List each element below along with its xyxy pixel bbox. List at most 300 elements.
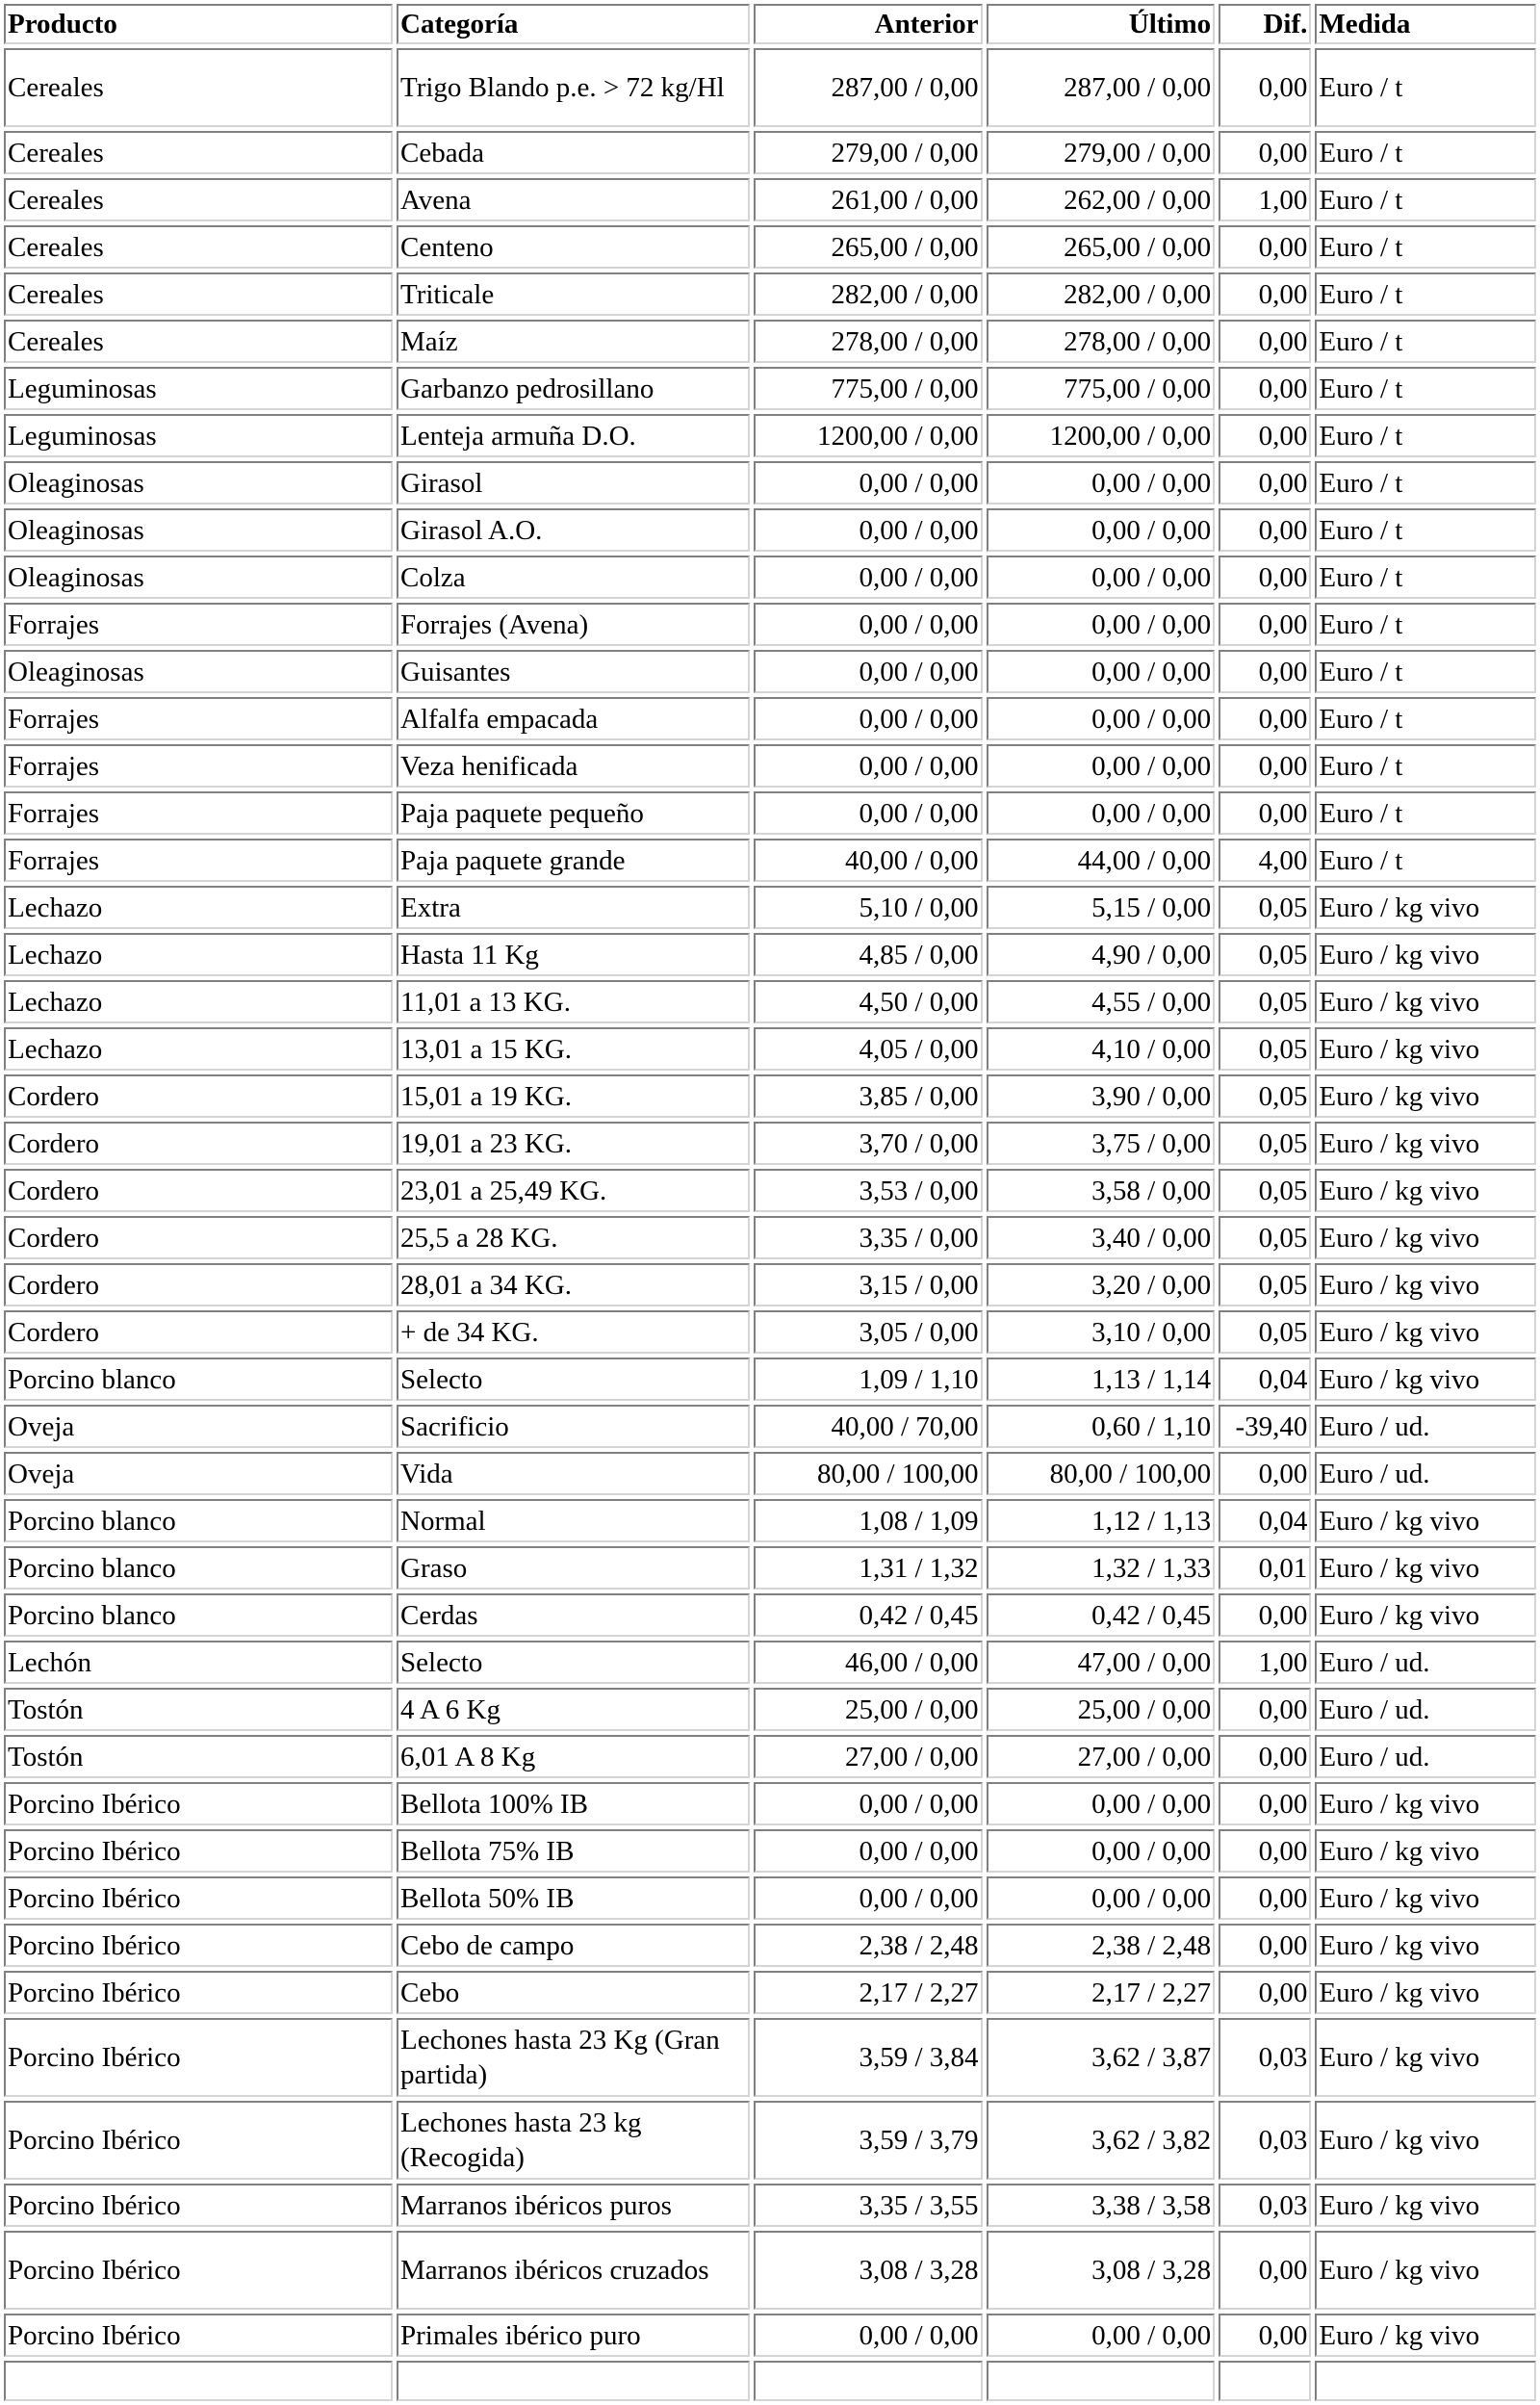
table-row	[4, 461, 1536, 504]
cell-dif: 0,00	[1219, 2314, 1311, 2357]
cell-producto: Porcino Ibérico	[4, 1876, 393, 1920]
cell-categoria: Centeno	[397, 225, 750, 269]
cell-medida: Euro / kg vivo	[1315, 2018, 1536, 2097]
cell-producto: Lechazo	[4, 980, 393, 1023]
table-row	[4, 1829, 1536, 1873]
cell-producto: Porcino Ibérico	[4, 2231, 393, 2310]
table-row	[4, 697, 1536, 740]
cell-ultimo: 44,00 / 0,00	[987, 839, 1216, 882]
cell-medida: Euro / t	[1315, 272, 1536, 316]
cell-producto: Porcino blanco	[4, 1593, 393, 1637]
table-row	[4, 744, 1536, 788]
cell-producto: Porcino blanco	[4, 1358, 393, 1401]
table-header	[4, 4, 1536, 44]
cell-anterior: 0,00 / 0,00	[754, 2314, 983, 2357]
cell-categoria: 25,5 a 28 KG.	[397, 1216, 750, 1259]
cell-ultimo: 0,00 / 0,00	[987, 603, 1216, 646]
cell-dif: 0,05	[1219, 1169, 1311, 1212]
cell-categoria: Triticale	[397, 272, 750, 316]
cell-anterior	[754, 2361, 983, 2401]
cell-dif: 0,03	[1219, 2101, 1311, 2180]
cell-anterior: 0,00 / 0,00	[754, 1829, 983, 1873]
cell-producto: Porcino Ibérico	[4, 2101, 393, 2180]
cell-categoria: Vida	[397, 1452, 750, 1495]
cell-categoria: Maíz	[397, 320, 750, 363]
cell-medida: Euro / kg vivo	[1315, 1829, 1536, 1873]
table-row	[4, 1735, 1536, 1778]
cell-producto: Oleaginosas	[4, 650, 393, 693]
table-row	[4, 2018, 1536, 2097]
cell-dif: 0,05	[1219, 1216, 1311, 1259]
cell-anterior: 1,08 / 1,09	[754, 1499, 983, 1542]
table-row	[4, 1074, 1536, 1118]
cell-ultimo: 0,00 / 0,00	[987, 556, 1216, 599]
cell-ultimo: 5,15 / 0,00	[987, 886, 1216, 929]
table-row	[4, 1876, 1536, 1920]
cell-categoria: 13,01 a 15 KG.	[397, 1027, 750, 1071]
cell-anterior: 0,00 / 0,00	[754, 1876, 983, 1920]
header-row	[4, 4, 1536, 44]
cell-anterior: 3,05 / 0,00	[754, 1310, 983, 1354]
cell-dif: 0,00	[1219, 650, 1311, 693]
cell-medida: Euro / kg vivo	[1315, 886, 1536, 929]
cell-dif: 0,05	[1219, 980, 1311, 1023]
cell-dif	[1219, 2361, 1311, 2401]
table-row	[4, 933, 1536, 976]
cell-medida: Euro / kg vivo	[1315, 1310, 1536, 1354]
cell-dif: 0,01	[1219, 1546, 1311, 1590]
cell-anterior: 0,00 / 0,00	[754, 650, 983, 693]
cell-medida: Euro / t	[1315, 131, 1536, 174]
cell-anterior: 3,08 / 3,28	[754, 2231, 983, 2310]
cell-categoria: Colza	[397, 556, 750, 599]
cell-anterior: 775,00 / 0,00	[754, 367, 983, 410]
cell-ultimo: 47,00 / 0,00	[987, 1641, 1216, 1684]
cell-ultimo: 278,00 / 0,00	[987, 320, 1216, 363]
cell-medida: Euro / t	[1315, 744, 1536, 788]
cell-producto: Cordero	[4, 1310, 393, 1354]
cell-medida: Euro / kg vivo	[1315, 2231, 1536, 2310]
table-row	[4, 48, 1536, 127]
cell-medida: Euro / kg vivo	[1315, 933, 1536, 976]
cell-categoria: Marranos ibéricos puros	[397, 2184, 750, 2227]
cell-categoria: Lenteja armuña D.O.	[397, 414, 750, 457]
header-ultimo: Último	[987, 4, 1216, 44]
cell-medida: Euro / t	[1315, 48, 1536, 127]
cell-categoria: Garbanzo pedrosillano	[397, 367, 750, 410]
table-row	[4, 2361, 1536, 2401]
header-anterior: Anterior	[754, 4, 983, 44]
cell-producto: Tostón	[4, 1688, 393, 1731]
cell-categoria: 15,01 a 19 KG.	[397, 1074, 750, 1118]
table-row	[4, 131, 1536, 174]
cell-categoria: Paja paquete grande	[397, 839, 750, 882]
cell-anterior: 25,00 / 0,00	[754, 1688, 983, 1731]
cell-categoria: 23,01 a 25,49 KG.	[397, 1169, 750, 1212]
cell-anterior: 287,00 / 0,00	[754, 48, 983, 127]
cell-ultimo: 3,38 / 3,58	[987, 2184, 1216, 2227]
cell-medida: Euro / ud.	[1315, 1735, 1536, 1778]
cell-categoria: 19,01 a 23 KG.	[397, 1122, 750, 1165]
cell-categoria: Extra	[397, 886, 750, 929]
cell-dif: 0,00	[1219, 1735, 1311, 1778]
cell-medida: Euro / ud.	[1315, 1688, 1536, 1731]
cell-producto: Cordero	[4, 1216, 393, 1259]
cell-producto: Cereales	[4, 272, 393, 316]
cell-anterior: 3,53 / 0,00	[754, 1169, 983, 1212]
cell-ultimo: 4,90 / 0,00	[987, 933, 1216, 976]
cell-categoria: Bellota 50% IB	[397, 1876, 750, 1920]
cell-dif: 0,05	[1219, 1310, 1311, 1354]
cell-ultimo: 3,10 / 0,00	[987, 1310, 1216, 1354]
cell-ultimo	[987, 2361, 1216, 2401]
cell-medida: Euro / kg vivo	[1315, 2184, 1536, 2227]
cell-medida: Euro / kg vivo	[1315, 1924, 1536, 1967]
cell-categoria: Veza henificada	[397, 744, 750, 788]
cell-producto: Cordero	[4, 1169, 393, 1212]
cell-anterior: 3,59 / 3,84	[754, 2018, 983, 2097]
cell-anterior: 1,31 / 1,32	[754, 1546, 983, 1590]
cell-medida: Euro / t	[1315, 461, 1536, 504]
cell-producto: Cereales	[4, 48, 393, 127]
header-dif: Dif.	[1219, 4, 1311, 44]
cell-producto: Cereales	[4, 320, 393, 363]
cell-ultimo: 0,00 / 0,00	[987, 508, 1216, 552]
cell-medida: Euro / kg vivo	[1315, 1358, 1536, 1401]
cell-medida: Euro / t	[1315, 367, 1536, 410]
cell-producto: Cereales	[4, 225, 393, 269]
cell-medida: Euro / t	[1315, 178, 1536, 221]
cell-dif: 0,00	[1219, 744, 1311, 788]
header-medida: Medida	[1315, 4, 1536, 44]
cell-producto: Porcino Ibérico	[4, 2018, 393, 2097]
cell-medida: Euro / ud.	[1315, 1452, 1536, 1495]
cell-categoria: Cebo	[397, 1971, 750, 2014]
cell-producto: Lechón	[4, 1641, 393, 1684]
cell-ultimo: 262,00 / 0,00	[987, 178, 1216, 221]
cell-anterior: 0,00 / 0,00	[754, 556, 983, 599]
cell-anterior: 2,38 / 2,48	[754, 1924, 983, 1967]
cell-producto: Cordero	[4, 1074, 393, 1118]
table-row	[4, 225, 1536, 269]
cell-dif: 0,00	[1219, 131, 1311, 174]
cell-producto: Lechazo	[4, 1027, 393, 1071]
table-row	[4, 1499, 1536, 1542]
cell-categoria: Guisantes	[397, 650, 750, 693]
table-row	[4, 556, 1536, 599]
cell-categoria: Hasta 11 Kg	[397, 933, 750, 976]
cell-dif: 0,00	[1219, 1876, 1311, 1920]
cell-producto	[4, 2361, 393, 2401]
cell-anterior: 0,00 / 0,00	[754, 744, 983, 788]
cell-anterior: 40,00 / 70,00	[754, 1405, 983, 1448]
cell-dif: 0,00	[1219, 48, 1311, 127]
cell-producto: Oleaginosas	[4, 556, 393, 599]
cell-medida: Euro / t	[1315, 508, 1536, 552]
cell-categoria: Graso	[397, 1546, 750, 1590]
cell-dif: 0,00	[1219, 1829, 1311, 1873]
cell-medida: Euro / ud.	[1315, 1405, 1536, 1448]
cell-ultimo: 3,40 / 0,00	[987, 1216, 1216, 1259]
cell-ultimo: 0,00 / 0,00	[987, 461, 1216, 504]
cell-dif: 0,00	[1219, 603, 1311, 646]
cell-medida	[1315, 2361, 1536, 2401]
cell-producto: Forrajes	[4, 744, 393, 788]
cell-ultimo: 3,20 / 0,00	[987, 1263, 1216, 1306]
table-row	[4, 1216, 1536, 1259]
cell-dif: 0,03	[1219, 2184, 1311, 2227]
cell-producto: Oleaginosas	[4, 461, 393, 504]
cell-producto: Cordero	[4, 1263, 393, 1306]
cell-medida: Euro / t	[1315, 697, 1536, 740]
table-row	[4, 508, 1536, 552]
cell-categoria: 11,01 a 13 KG.	[397, 980, 750, 1023]
cell-dif: 0,00	[1219, 791, 1311, 835]
table-row	[4, 791, 1536, 835]
cell-anterior: 261,00 / 0,00	[754, 178, 983, 221]
cell-ultimo: 287,00 / 0,00	[987, 48, 1216, 127]
cell-anterior: 80,00 / 100,00	[754, 1452, 983, 1495]
cell-anterior: 46,00 / 0,00	[754, 1641, 983, 1684]
table-row	[4, 1688, 1536, 1731]
cell-ultimo: 282,00 / 0,00	[987, 272, 1216, 316]
cell-medida: Euro / t	[1315, 791, 1536, 835]
cell-medida: Euro / kg vivo	[1315, 1971, 1536, 2014]
cell-medida: Euro / kg vivo	[1315, 1027, 1536, 1071]
cell-dif: 0,00	[1219, 1782, 1311, 1825]
cell-producto: Oveja	[4, 1405, 393, 1448]
cell-medida: Euro / kg vivo	[1315, 1876, 1536, 1920]
cell-producto: Forrajes	[4, 839, 393, 882]
cell-ultimo: 0,00 / 0,00	[987, 2314, 1216, 2357]
table-row	[4, 1310, 1536, 1354]
header-producto: Producto	[4, 4, 393, 44]
cell-categoria: Lechones hasta 23 kg (Recogida)	[397, 2101, 750, 2180]
cell-producto: Porcino blanco	[4, 1546, 393, 1590]
cell-medida: Euro / kg vivo	[1315, 2314, 1536, 2357]
cell-medida: Euro / kg vivo	[1315, 980, 1536, 1023]
table-row	[4, 1452, 1536, 1495]
cell-categoria: 6,01 A 8 Kg	[397, 1735, 750, 1778]
cell-producto: Porcino Ibérico	[4, 1924, 393, 1967]
cell-ultimo: 0,00 / 0,00	[987, 1782, 1216, 1825]
cell-categoria: Normal	[397, 1499, 750, 1542]
cell-categoria: Bellota 100% IB	[397, 1782, 750, 1825]
cell-categoria: Trigo Blando p.e. > 72 kg/Hl	[397, 48, 750, 127]
cell-dif: 0,04	[1219, 1358, 1311, 1401]
cell-anterior: 0,00 / 0,00	[754, 508, 983, 552]
cell-medida: Euro / kg vivo	[1315, 1782, 1536, 1825]
cell-producto: Leguminosas	[4, 414, 393, 457]
cell-anterior: 27,00 / 0,00	[754, 1735, 983, 1778]
cell-dif: 0,05	[1219, 933, 1311, 976]
cell-categoria: Forrajes (Avena)	[397, 603, 750, 646]
cell-dif: 0,00	[1219, 1452, 1311, 1495]
cell-dif: 0,00	[1219, 272, 1311, 316]
table-row	[4, 1593, 1536, 1637]
cell-medida: Euro / kg vivo	[1315, 1216, 1536, 1259]
cell-producto: Cereales	[4, 131, 393, 174]
cell-anterior: 4,85 / 0,00	[754, 933, 983, 976]
table-row	[4, 980, 1536, 1023]
cell-categoria: + de 34 KG.	[397, 1310, 750, 1354]
table-row	[4, 367, 1536, 410]
cell-dif: 0,00	[1219, 508, 1311, 552]
cell-anterior: 278,00 / 0,00	[754, 320, 983, 363]
cell-categoria: Girasol	[397, 461, 750, 504]
cell-ultimo: 27,00 / 0,00	[987, 1735, 1216, 1778]
cell-ultimo: 1200,00 / 0,00	[987, 414, 1216, 457]
cell-ultimo: 0,00 / 0,00	[987, 744, 1216, 788]
cell-dif: 0,00	[1219, 367, 1311, 410]
table-row	[4, 2184, 1536, 2227]
table-row	[4, 1263, 1536, 1306]
cell-dif: 0,03	[1219, 2018, 1311, 2097]
cell-producto: Porcino Ibérico	[4, 1971, 393, 2014]
cell-categoria: Bellota 75% IB	[397, 1829, 750, 1873]
cell-ultimo: 3,90 / 0,00	[987, 1074, 1216, 1118]
cell-ultimo: 3,62 / 3,87	[987, 2018, 1216, 2097]
cell-anterior: 5,10 / 0,00	[754, 886, 983, 929]
cell-categoria: Cebada	[397, 131, 750, 174]
table-row	[4, 414, 1536, 457]
cell-dif: 0,00	[1219, 225, 1311, 269]
cell-dif: 0,00	[1219, 556, 1311, 599]
cell-anterior: 40,00 / 0,00	[754, 839, 983, 882]
cell-anterior: 4,50 / 0,00	[754, 980, 983, 1023]
table-row	[4, 1971, 1536, 2014]
cell-anterior: 282,00 / 0,00	[754, 272, 983, 316]
table-row	[4, 1169, 1536, 1212]
cell-medida: Euro / t	[1315, 603, 1536, 646]
cell-anterior: 3,70 / 0,00	[754, 1122, 983, 1165]
table-row	[4, 1122, 1536, 1165]
cell-producto: Forrajes	[4, 697, 393, 740]
table-row	[4, 320, 1536, 363]
cell-medida: Euro / kg vivo	[1315, 2101, 1536, 2180]
table-row	[4, 272, 1536, 316]
cell-categoria	[397, 2361, 750, 2401]
cell-producto: Forrajes	[4, 603, 393, 646]
cell-anterior: 4,05 / 0,00	[754, 1027, 983, 1071]
cell-ultimo: 1,12 / 1,13	[987, 1499, 1216, 1542]
cell-anterior: 0,00 / 0,00	[754, 461, 983, 504]
cell-dif: 0,00	[1219, 1688, 1311, 1731]
cell-anterior: 2,17 / 2,27	[754, 1971, 983, 2014]
cell-categoria: Paja paquete pequeño	[397, 791, 750, 835]
table-row	[4, 2101, 1536, 2180]
cell-categoria: Primales ibérico puro	[397, 2314, 750, 2357]
cell-categoria: Alfalfa empacada	[397, 697, 750, 740]
cell-categoria: Girasol A.O.	[397, 508, 750, 552]
cell-producto: Lechazo	[4, 886, 393, 929]
cell-producto: Porcino Ibérico	[4, 2314, 393, 2357]
cell-medida: Euro / t	[1315, 839, 1536, 882]
cell-ultimo: 4,10 / 0,00	[987, 1027, 1216, 1071]
table-row	[4, 2314, 1536, 2357]
cell-medida: Euro / t	[1315, 414, 1536, 457]
cell-producto: Cereales	[4, 178, 393, 221]
cell-anterior: 1,09 / 1,10	[754, 1358, 983, 1401]
cell-ultimo: 775,00 / 0,00	[987, 367, 1216, 410]
cell-dif: 0,05	[1219, 1263, 1311, 1306]
cell-medida: Euro / ud.	[1315, 1641, 1536, 1684]
cell-ultimo: 0,00 / 0,00	[987, 1876, 1216, 1920]
cell-categoria: Avena	[397, 178, 750, 221]
cell-dif: 0,05	[1219, 1074, 1311, 1118]
cell-ultimo: 1,32 / 1,33	[987, 1546, 1216, 1590]
cell-anterior: 1200,00 / 0,00	[754, 414, 983, 457]
cell-anterior: 0,42 / 0,45	[754, 1593, 983, 1637]
cell-ultimo: 0,00 / 0,00	[987, 697, 1216, 740]
cell-dif: 0,00	[1219, 697, 1311, 740]
cell-ultimo: 0,60 / 1,10	[987, 1405, 1216, 1448]
cell-ultimo: 3,58 / 0,00	[987, 1169, 1216, 1212]
cell-ultimo: 279,00 / 0,00	[987, 131, 1216, 174]
cell-categoria: 28,01 a 34 KG.	[397, 1263, 750, 1306]
cell-producto: Lechazo	[4, 933, 393, 976]
table-row	[4, 1641, 1536, 1684]
cell-ultimo: 25,00 / 0,00	[987, 1688, 1216, 1731]
cell-anterior: 3,35 / 0,00	[754, 1216, 983, 1259]
cell-producto: Tostón	[4, 1735, 393, 1778]
cell-dif: 0,00	[1219, 320, 1311, 363]
cell-ultimo: 1,13 / 1,14	[987, 1358, 1216, 1401]
cell-anterior: 0,00 / 0,00	[754, 603, 983, 646]
cell-dif: 0,05	[1219, 886, 1311, 929]
cell-ultimo: 265,00 / 0,00	[987, 225, 1216, 269]
cell-ultimo: 4,55 / 0,00	[987, 980, 1216, 1023]
table-row	[4, 839, 1536, 882]
cell-producto: Porcino Ibérico	[4, 2184, 393, 2227]
cell-anterior: 0,00 / 0,00	[754, 1782, 983, 1825]
cell-dif: -39,40	[1219, 1405, 1311, 1448]
cell-ultimo: 80,00 / 100,00	[987, 1452, 1216, 1495]
cell-medida: Euro / kg vivo	[1315, 1593, 1536, 1637]
cell-ultimo: 2,38 / 2,48	[987, 1924, 1216, 1967]
cell-producto: Porcino Ibérico	[4, 1829, 393, 1873]
table-row	[4, 178, 1536, 221]
cell-ultimo: 3,75 / 0,00	[987, 1122, 1216, 1165]
cell-anterior: 0,00 / 0,00	[754, 697, 983, 740]
cell-dif: 1,00	[1219, 1641, 1311, 1684]
cell-medida: Euro / t	[1315, 320, 1536, 363]
table-row	[4, 1546, 1536, 1590]
table-body	[4, 48, 1536, 2401]
cell-dif: 0,00	[1219, 461, 1311, 504]
cell-categoria: Cebo de campo	[397, 1924, 750, 1967]
table-row	[4, 1924, 1536, 1967]
cell-medida: Euro / kg vivo	[1315, 1169, 1536, 1212]
cell-categoria: 4 A 6 Kg	[397, 1688, 750, 1731]
cell-dif: 4,00	[1219, 839, 1311, 882]
cell-dif: 0,04	[1219, 1499, 1311, 1542]
cell-producto: Oleaginosas	[4, 508, 393, 552]
cell-ultimo: 0,42 / 0,45	[987, 1593, 1216, 1637]
cell-dif: 0,00	[1219, 414, 1311, 457]
cell-dif: 1,00	[1219, 178, 1311, 221]
cell-ultimo: 0,00 / 0,00	[987, 791, 1216, 835]
table-row	[4, 1027, 1536, 1071]
cell-dif: 0,00	[1219, 2231, 1311, 2310]
cell-medida: Euro / kg vivo	[1315, 1074, 1536, 1118]
cell-producto: Forrajes	[4, 791, 393, 835]
cell-medida: Euro / kg vivo	[1315, 1122, 1536, 1165]
cell-categoria: Selecto	[397, 1641, 750, 1684]
cell-anterior: 265,00 / 0,00	[754, 225, 983, 269]
cell-dif: 0,00	[1219, 1593, 1311, 1637]
header-categoria: Categoría	[397, 4, 750, 44]
